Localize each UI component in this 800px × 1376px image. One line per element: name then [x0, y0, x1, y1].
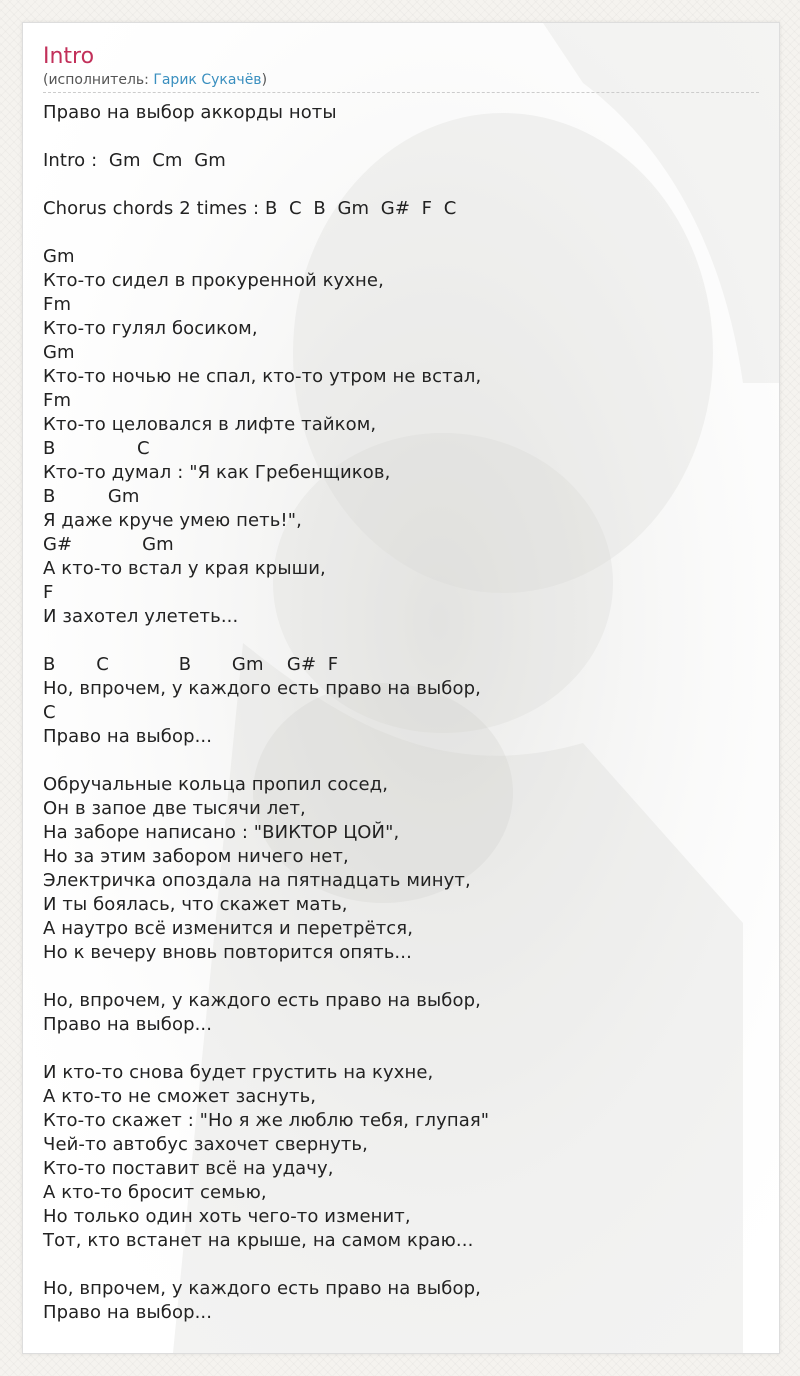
lyric-line: Но к вечеру вновь повторится опять...	[43, 942, 412, 963]
lyric-line: Право на выбор...	[43, 1014, 213, 1035]
lyric-line: Но только один хоть чего-то изменит,	[43, 1206, 411, 1227]
performer-link[interactable]: Гарик Сукачёв	[153, 72, 262, 88]
lyric-line: Тот, кто встанет на крыше, на самом краю...	[43, 1230, 474, 1251]
lyric-line: Кто-то целовался в лифте тайком,	[43, 414, 377, 435]
lyric-line: G# Gm	[43, 534, 174, 555]
lyric-line: Fm	[43, 390, 72, 411]
lyric-line: Электричка опоздала на пятнадцать минут,	[43, 870, 471, 891]
lyric-line	[43, 629, 759, 653]
lyric-line: B C B Gm G# F	[43, 654, 339, 675]
lyric-line: B C	[43, 438, 150, 459]
performer-suffix: )	[261, 72, 268, 88]
lyric-line: Gm	[43, 342, 75, 363]
lyric-line: Он в запое две тысячи лет,	[43, 798, 306, 819]
lyric-line	[43, 1253, 759, 1277]
lyric-line: Кто-то сидел в прокуренной кухне,	[43, 270, 384, 291]
lyric-line: Gm	[43, 246, 75, 267]
lyric-line: Право на выбор...	[43, 1302, 213, 1323]
lyric-line: И ты боялась, что скажет мать,	[43, 894, 348, 915]
song-title: Intro	[43, 44, 95, 69]
lyric-line: И кто-то снова будет грустить на кухне,	[43, 1062, 434, 1083]
lyric-line: Кто-то гулял босиком,	[43, 318, 258, 339]
lyric-line: Fm	[43, 294, 72, 315]
lyric-line: F	[43, 582, 54, 603]
lyric-line: Кто-то ночью не спал, кто-то утром не встал,	[43, 366, 482, 387]
lyrics-block	[43, 101, 759, 1325]
lyric-line: Кто-то поставит всё на удачу,	[43, 1158, 334, 1179]
lyric-line: А кто-то бросит семью,	[43, 1182, 267, 1203]
lyric-line: B Gm	[43, 486, 140, 507]
lyric-line: Я даже круче умею петь!",	[43, 510, 302, 531]
lyric-line	[43, 173, 759, 197]
header-divider	[43, 92, 759, 93]
lyric-line: Кто-то скажет : "Но я же люблю тебя, глупая"	[43, 1110, 490, 1131]
performer-prefix: (исполнитель:	[43, 72, 154, 88]
lyric-line: А кто-то встал у края крыши,	[43, 558, 326, 579]
lyric-line	[43, 965, 759, 989]
performer-line	[43, 71, 759, 89]
lyric-line: Intro : Gm Cm Gm	[43, 150, 226, 171]
lyric-line: C	[43, 702, 56, 723]
song-content	[23, 23, 779, 1325]
lyric-line: Обручальные кольца пропил сосед,	[43, 774, 389, 795]
lyric-line: Но, впрочем, у каждого есть право на выбор,	[43, 678, 481, 699]
song-card	[22, 22, 780, 1354]
lyric-line: Chorus chords 2 times : B C B Gm G# F C	[43, 198, 457, 219]
lyric-line	[43, 221, 759, 245]
lyric-line: На заборе написано : "ВИКТОР ЦОЙ",	[43, 822, 400, 843]
lyric-line: Но, впрочем, у каждого есть право на выбор,	[43, 990, 481, 1011]
lyric-line: А кто-то не сможет заснуть,	[43, 1086, 317, 1107]
lyric-line	[43, 749, 759, 773]
lyric-line: Чей-то автобус захочет свернуть,	[43, 1134, 368, 1155]
lyric-line: А наутро всё изменится и перетрётся,	[43, 918, 414, 939]
lyric-line: Но, впрочем, у каждого есть право на выбор,	[43, 1278, 481, 1299]
lyric-line	[43, 125, 759, 149]
lyric-line: Но за этим забором ничего нет,	[43, 846, 349, 867]
lyric-line: И захотел улететь...	[43, 606, 239, 627]
lyric-line: Право на выбор...	[43, 726, 213, 747]
lyric-line: Кто-то думал : "Я как Гребенщиков,	[43, 462, 391, 483]
lyric-line: Право на выбор аккорды ноты	[43, 102, 337, 123]
lyric-line	[43, 1037, 759, 1061]
